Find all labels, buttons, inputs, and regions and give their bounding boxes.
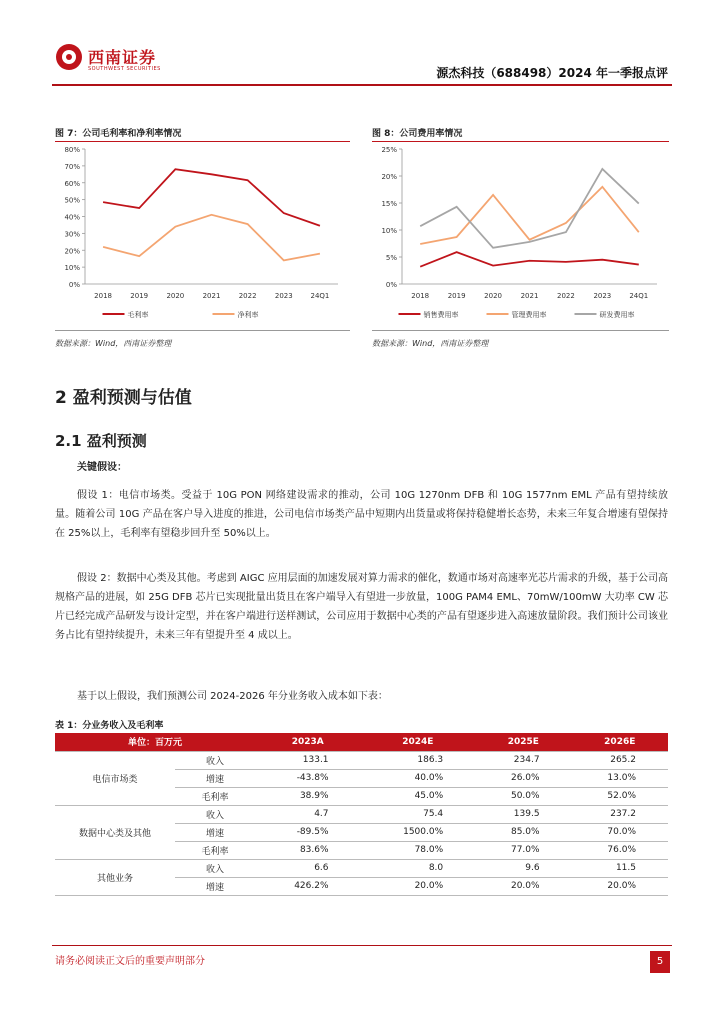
table-cell: 20.0% (475, 877, 571, 895)
x-tick-label: 24Q1 (310, 292, 330, 300)
y-tick-label: 5% (385, 254, 397, 262)
year-header: 2025E (475, 733, 571, 751)
table-cell: 70.0% (572, 823, 668, 841)
page-number: 5 (650, 951, 670, 973)
table-row (55, 805, 668, 823)
logo-mark-dot (66, 54, 72, 60)
metric-label: 增速 (175, 769, 255, 787)
fig8-title: 图 8：公司费用率情况 (372, 129, 463, 139)
table-cell: 50.0% (475, 787, 571, 805)
x-tick-label: 2021 (520, 292, 539, 300)
table-cell: 1500.0% (361, 823, 476, 841)
assumption-2: 假设 2：数据中心类及其他。考虑到 AIGC 应用层面的加速发展对算力需求的催化，数通市场对高速率光芯片需求的升级，基于公司高规格产品的进展，如 25G DFB 芯片已实现批量出货且在客户端导入有望进一步放量，100G PAM4 EML、70mW/100mW 大功率 CW 芯片已经完成产品研发与设计定型，并在客户端进行送样测试，公司应用于数据中心类的产品有望逐步进入高速放量阶段。我们预计公司该业务占比有望持续提升，未来三年有望提升至 4 成以上。 (55, 573, 668, 641)
x-tick-label: 2018 (94, 292, 112, 300)
segment-name: 其他业务 (55, 859, 175, 895)
x-tick-label: 2022 (238, 292, 257, 300)
fig7-chart (55, 143, 350, 328)
table-row (55, 859, 668, 877)
legend-label: 管理费用率 (511, 311, 547, 319)
x-tick-label: 2018 (411, 292, 430, 300)
series-line (103, 215, 320, 261)
series-line (420, 187, 639, 244)
y-tick-label: 50% (64, 196, 80, 205)
y-tick-label: 10% (381, 227, 397, 235)
year-header: 2026E (572, 733, 668, 751)
table-row (55, 751, 668, 769)
series-line (420, 169, 639, 248)
footer-divider (52, 945, 672, 946)
x-tick-label: 2019 (130, 292, 149, 300)
series-line (420, 252, 639, 267)
year-header: 2024E (361, 733, 476, 751)
x-tick-label: 24Q1 (629, 292, 649, 300)
fig8-chart (372, 143, 669, 328)
table-title: 表 1：分业务收入及毛利率 (55, 721, 164, 731)
y-tick-label: 25% (381, 146, 397, 154)
logo-text-en: SOUTHWEST SECURITIES (88, 66, 161, 72)
metric-label: 毛利率 (175, 787, 255, 805)
table-cell: 133.1 (255, 751, 361, 769)
table-header-row (55, 733, 668, 751)
table-cell: 13.0% (572, 769, 668, 787)
x-tick-label: 2023 (274, 292, 293, 300)
table-cell: -89.5% (255, 823, 361, 841)
table-cell: 8.0 (361, 859, 476, 877)
table-cell: 426.2% (255, 877, 361, 895)
y-tick-label: 10% (64, 264, 80, 273)
table-cell: 78.0% (361, 841, 476, 859)
fig8-rule (372, 141, 669, 142)
table-cell: 40.0% (361, 769, 476, 787)
disclaimer-note: 请务必阅读正文后的重要声明部分 (55, 956, 205, 967)
table-cell: 45.0% (361, 787, 476, 805)
header-divider (52, 84, 672, 86)
table-unit-header: 单位：百万元 (55, 733, 255, 751)
metric-label: 收入 (175, 751, 255, 769)
table-cell: 265.2 (572, 751, 668, 769)
table-cell: 52.0% (572, 787, 668, 805)
y-tick-label: 30% (64, 230, 80, 239)
y-tick-label: 0% (385, 281, 397, 289)
x-tick-label: 2023 (593, 292, 612, 300)
x-tick-label: 2021 (202, 292, 221, 300)
revenue-table (55, 733, 668, 896)
legend-label: 净利率 (237, 311, 259, 319)
metric-label: 毛利率 (175, 841, 255, 859)
table-cell: 4.7 (255, 805, 361, 823)
table-cell: 9.6 (475, 859, 571, 877)
table-cell: 20.0% (572, 877, 668, 895)
y-tick-label: 70% (64, 162, 80, 171)
y-tick-label: 60% (64, 179, 80, 188)
fig8-source: 数据来源：Wind，西南证券整理 (372, 339, 489, 348)
section-heading: 2 盈利预测与估值 (55, 388, 192, 408)
table-cell: 83.6% (255, 841, 361, 859)
legend-label: 销售费用率 (423, 311, 459, 319)
y-tick-label: 20% (381, 173, 397, 181)
year-header: 2023A (255, 733, 361, 751)
table-cell: 38.9% (255, 787, 361, 805)
table-cell: 76.0% (572, 841, 668, 859)
legend-label: 研发费用率 (599, 311, 635, 319)
report-title: 源杰科技（688498）2024 年一季报点评 (436, 66, 668, 80)
legend-label: 毛利率 (127, 311, 149, 319)
key-assumptions-label: 关键假设： (77, 462, 127, 473)
table-cell: 234.7 (475, 751, 571, 769)
metric-label: 收入 (175, 805, 255, 823)
metric-label: 增速 (175, 823, 255, 841)
y-tick-label: 15% (381, 200, 397, 208)
fig7-title: 图 7：公司毛利率和净利率情况 (55, 129, 182, 139)
metric-label: 增速 (175, 877, 255, 895)
table-cell: 77.0% (475, 841, 571, 859)
x-tick-label: 2019 (447, 292, 466, 300)
assumption-1: 假设 1：电信市场类。受益于 10G PON 网络建设需求的推动，公司 10G 1270nm DFB 和 10G 1577nm EML 产品有望持续放量。随着公司 10G 产品在客户导入进度的推进，公司电信市场类产品中短期内出货量或将保持稳健增长态势，未来三年复合增速有望保持在 25%以上，毛利率有望稳步回升至 50%以上。 (55, 490, 668, 539)
segment-name: 电信市场类 (55, 751, 175, 805)
x-tick-label: 2020 (484, 292, 502, 300)
table-cell: 237.2 (572, 805, 668, 823)
y-tick-label: 20% (64, 247, 80, 256)
fig7-source: 数据来源：Wind，西南证券整理 (55, 339, 172, 348)
table-cell: 26.0% (475, 769, 571, 787)
subsection-heading: 2.1 盈利预测 (55, 432, 147, 450)
metric-label: 收入 (175, 859, 255, 877)
fig7-rule-bottom (55, 330, 350, 331)
table-cell: 11.5 (572, 859, 668, 877)
table-cell: 85.0% (475, 823, 571, 841)
y-tick-label: 0% (68, 281, 80, 289)
logo-text-cn: 西南证券 (88, 48, 157, 67)
fig8-rule-bottom (372, 330, 669, 331)
forecast-intro: 基于以上假设，我们预测公司 2024-2026 年分业务收入成本如下表： (77, 691, 388, 702)
table-cell: 75.4 (361, 805, 476, 823)
table-cell: 20.0% (361, 877, 476, 895)
series-line (103, 169, 320, 226)
table-cell: 6.6 (255, 859, 361, 877)
y-tick-label: 40% (64, 213, 80, 222)
x-tick-label: 2022 (557, 292, 575, 300)
x-tick-label: 2020 (166, 292, 185, 300)
fig7-rule (55, 141, 350, 142)
y-tick-label: 80% (64, 146, 80, 154)
table-cell: 139.5 (475, 805, 571, 823)
segment-name: 数据中心类及其他 (55, 805, 175, 859)
table-cell: -43.8% (255, 769, 361, 787)
table-cell: 186.3 (361, 751, 476, 769)
